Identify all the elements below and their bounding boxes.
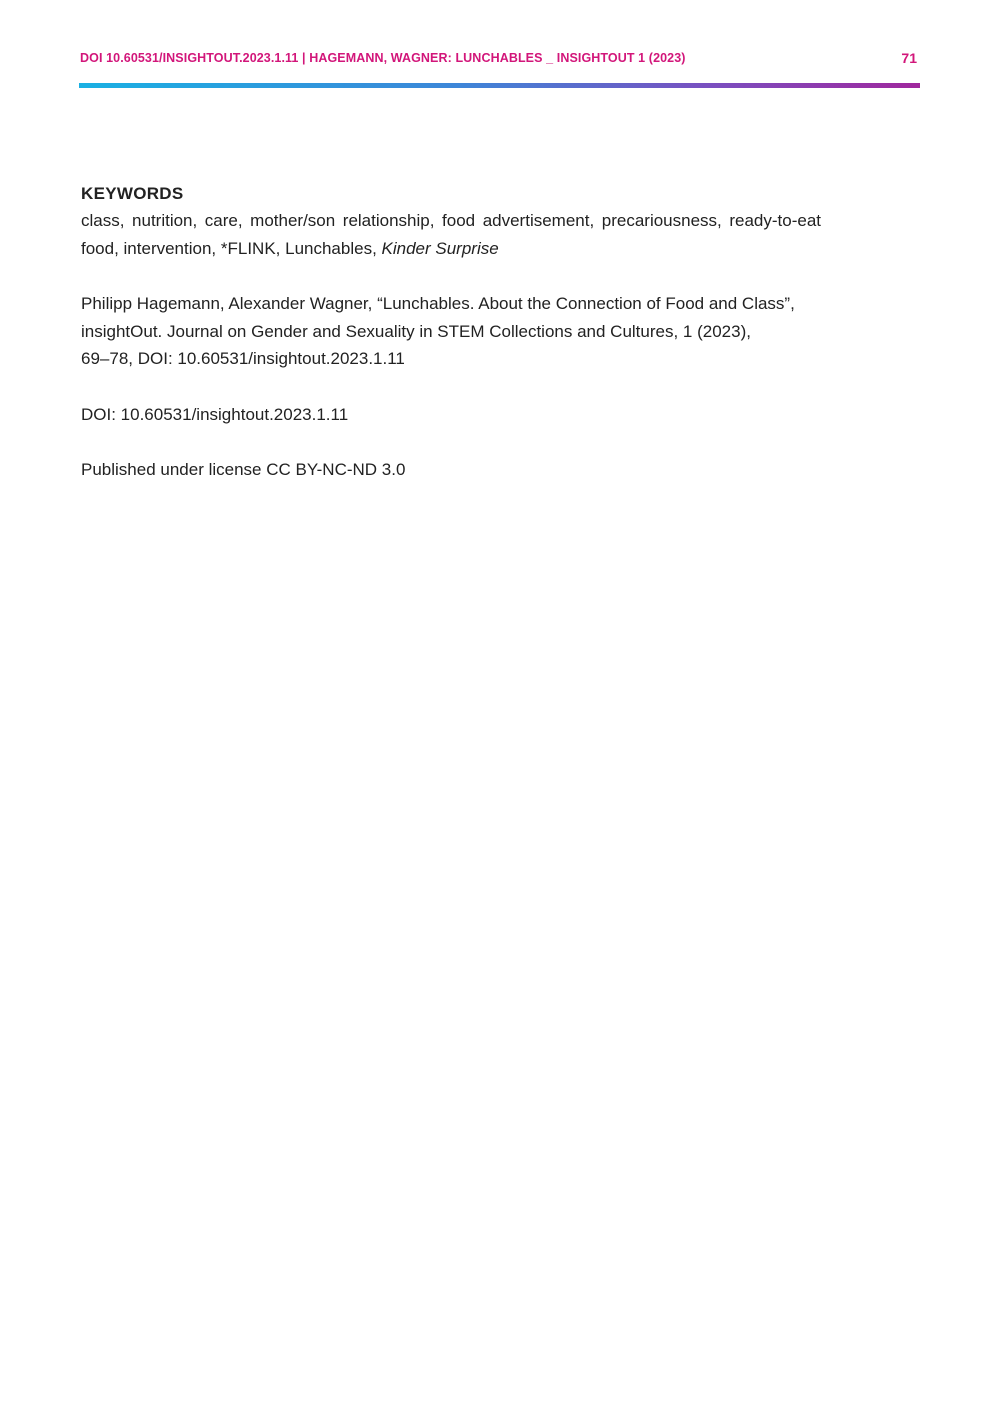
license-line: Published under license CC BY-NC-ND 3.0	[81, 460, 406, 479]
page-number: 71	[901, 50, 917, 66]
citation-line: 69–78, DOI: 10.60531/insightout.2023.1.11	[81, 349, 405, 368]
doi-line: DOI: 10.60531/insightout.2023.1.11	[81, 404, 349, 424]
keywords-italic: Kinder Surprise	[381, 238, 499, 258]
citation	[81, 290, 821, 373]
keywords-heading: KEYWORDS	[81, 184, 184, 203]
keywords-plain: class, nutrition, care, mother/son relationship, food advertisement, precariousness, ready-to-eat food, intervention, *FLINK, Lunchables,	[81, 211, 821, 258]
keywords-list	[81, 207, 821, 262]
page-content	[81, 180, 821, 484]
citation-line: Philipp Hagemann, Alexander Wagner, “Lunchables. About the Connection of Food and Class”,	[81, 294, 795, 313]
header-rule	[79, 83, 920, 88]
citation-line: insightOut. Journal on Gender and Sexuality in STEM Collections and Cultures, 1 (2023),	[81, 321, 751, 341]
running-head: DOI 10.60531/INSIGHTOUT.2023.1.11 | HAGEMANN, WAGNER: LUNCHABLES _ INSIGHTOUT 1 (2023)	[80, 51, 686, 65]
